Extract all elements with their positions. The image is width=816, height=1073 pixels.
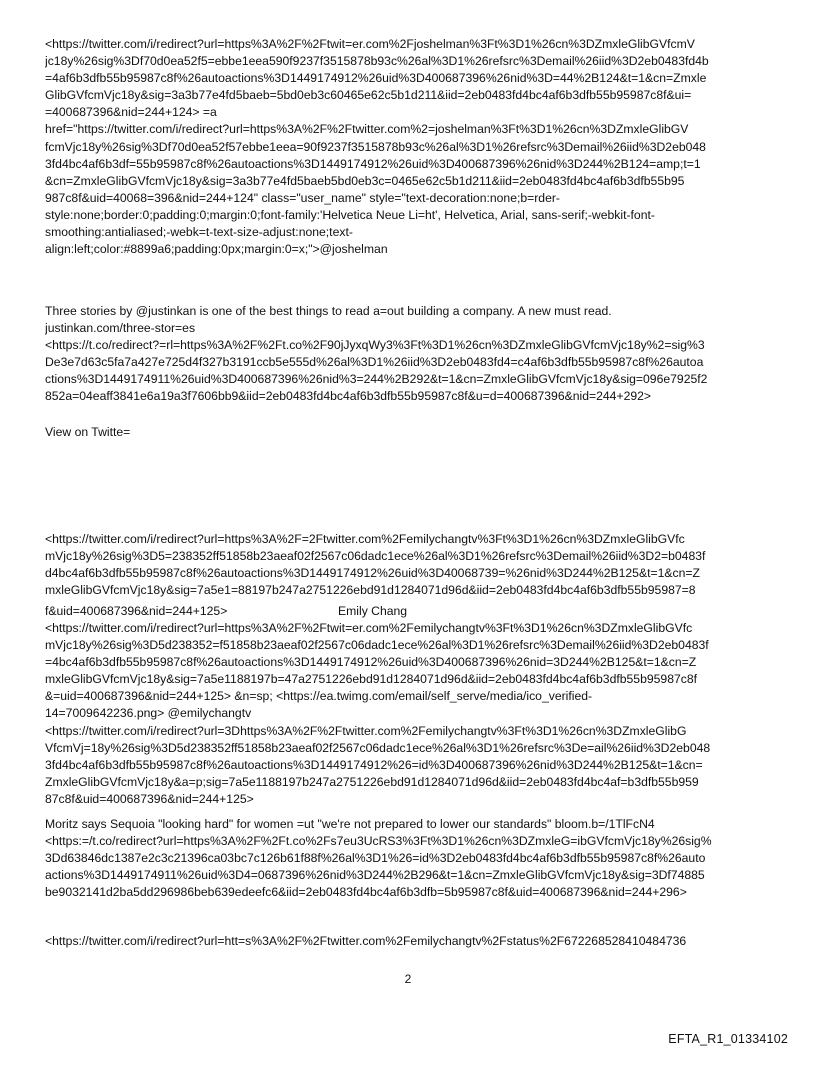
text-line: GlibGVfcmVjc18y&sig=3a3b77e4fd5baeb=5bd0eb3c60465e62c5b1d211&iid=2eb0483fd4bc4af6b3dfb55b95987c8f&ui= xyxy=(45,88,692,103)
redirect-link-joshelman xyxy=(45,36,771,258)
text-line: mVjc18y%26sig%3D5=238352ff51858b23aeaf02f2567c06dadc1ece%26al%3D1%26refsrc%3Demail%26iid%3D2=b0483f xyxy=(45,549,706,564)
text-line: mxleGlibGVfcmVjc18y&sig=7a5e1=88197b247a2751226ebd91d1284071d96d&iid=2eb0483fd4bc4af6b3dfb55b95987=8 xyxy=(45,583,696,598)
redirect-link-tail: f&uid=400687396&nid=244+125> xyxy=(45,604,228,618)
view-on-twitter-text: View on Twitte= xyxy=(45,425,131,439)
text-line: smoothing:antialiased;-webk=t-text-size-adjust:none;text- xyxy=(45,225,353,240)
redirect-link-emilychangtv xyxy=(45,531,771,599)
tweet-moritz-sequoia xyxy=(45,816,771,901)
text-line: Three stories by @justinkan is one of the best things to read a=out building a company. A new must read. xyxy=(45,304,612,318)
text-line: actions%3D1449174911%26uid%3D4=0687396%26nid%3D244%2B296&t=1&cn=ZmxleGlibGVfcmVjc18y&sig=3Df74885 xyxy=(45,868,705,883)
author-name: Emily Chang xyxy=(338,604,408,618)
emily-chang-line xyxy=(45,603,771,620)
text-line: style:none;border:0;padding:0;margin:0;font-family:'Helvetica Neue Li=ht', Helvetica, Arial, sans-serif;-webkit-font- xyxy=(45,207,655,222)
text-line: justinkan.com/three-stor=es xyxy=(45,321,196,336)
text-line: 3fd4bc4af6b3df=55b95987c8f%26autoactions%3D1449174912%26uid%3D400687396%26nid%3D244%2B124=amp;t=1 xyxy=(45,156,701,171)
tweet-three-stories xyxy=(45,303,771,406)
redirect-link-status xyxy=(45,933,771,950)
text-line: align:left;color:#8899a6;padding:0px;margin:0=x;">@joshelman xyxy=(45,242,388,257)
text-line: <https://twitter.com/i/redirect?url=https%3A%2F%2Ftwit=er.com%2Fjoshelman%3Ft%3D1%26cn%3DZmxleGlibGVfcmV xyxy=(45,37,695,51)
text-line: &=uid=400687396&nid=244+125> &n=sp; <https://ea.twimg.com/email/self_serve/media/ico_verified- xyxy=(45,689,593,704)
text-line: =4bc4af6b3dfb55b95987c8f%26autoactions%3D1449174912%26uid%3D400687396%26nid=3D244%2B125&t=1&cn=Z xyxy=(45,655,697,670)
text-line: mVjc18y%26sig%3D5d238352=f51858b23aeaf02f2567c06dadc1ece%26al%3D1%26refsrc%3Demail%26iid%3D2eb0483f xyxy=(45,638,709,653)
text-line: ctions%3D1449174911%26uid%3D400687396%26nid%3=244%2B292&t=1&cn=ZmxleGlibGVfcmVjc18y&sig=096e7925f2 xyxy=(45,372,708,387)
text-line: <https://twitter.com/i/redirect?url=https%3A%2F%2Ftwit=er.com%2Femilychangtv%3Ft%3D1%26cn%3DZmxleGlibGVfc xyxy=(45,621,693,635)
page-number: 2 xyxy=(404,972,412,986)
text-line: =4af6b3dfb55b95987c8f%26autoactions%3D1449174912%26uid%3D400687396%26nid%3D=44%2B124&t=1&cn=Zmxle xyxy=(45,71,707,86)
text-line: VfcmVj=18y%26sig%3D5d238352ff51858b23aeaf02f2567c06dadc1ece%26al%3D1%26refsrc%3De=ail%26iid%3D2eb048 xyxy=(45,740,711,755)
bates-number: EFTA_R1_01334102 xyxy=(668,1032,788,1046)
text-line: href="https://twitter.com/i/redirect?url=https%3A%2F%2Ftwitter.com%2=joshelman%3Ft%3D1%26cn%3DZmxleGlibGV xyxy=(45,122,689,137)
text-line: <https://t.co/redirect?=rl=https%3A%2F%2Ft.co%2F90jJyxqWy3%3Ft%3D1%26cn%3DZmxleGlibGVfcmVjc18y%2=sig%3 xyxy=(45,338,705,353)
text-line: fcmVjc18y%26sig%3Df70d0ea52f57ebbe1eea=90f9237f3515878b93c%26al%3D1%26refsrc%3Demail%26iid%3D2eb048 xyxy=(45,139,706,154)
text-line: mxleGlibGVfcmVjc18y&sig=7a5e1188197b=47a2751226ebd91d1284071d96d&iid=2eb0483fd4bc4af6b3dfb55b95987c8f xyxy=(45,672,698,687)
text-line: 987c8f&uid=40068=396&nid=244+124" class="user_name" style="text-decoration:none;b=rder- xyxy=(45,190,560,205)
text-line: =400687396&nid=244+124> =a xyxy=(45,105,217,120)
text-line: <https:=/t.co/redirect?url=https%3A%2F%2Ft.co%2Fs7eu3UcRS3%3Ft%3D1%26cn%3DZmxleG=ibGVfcmVjc18y%26sig% xyxy=(45,834,712,849)
text-line: &cn=ZmxleGlibGVfcmVjc18y&sig=3a3b77e4fd5baeb5bd0eb3c=0465e62c5b1d211&iid=2eb0483fd4bc4af6b3dfb55b95 xyxy=(45,173,685,188)
text-line: <https://twitter.com/i/redirect?url=3Dhttps%3A%2F%2Ftwitter.com%2Femilychangtv%3Ft%3D1%26cn%3DZmxleGlibG xyxy=(45,723,687,738)
text-line: Moritz says Sequoia "looking hard" for women =ut "we're not prepared to lower our standards" bloom.b=/1TlFcN4 xyxy=(45,817,655,831)
text-line: jc18y%26sig%3Df70d0ea52f5=ebbe1eea590f9237f3515878b93c%26al%3D1%26refsrc%3Demail%26iid%3D2eb0483fd4b xyxy=(45,54,709,69)
text-line: 3fd4bc4af6b3dfb55b95987c8f%26autoactions%3D1449174912%26=id%3D400687396%26nid%3D244%2B125&t=1&cn= xyxy=(45,757,703,772)
text-line: <https://twitter.com/i/redirect?url=htt=s%3A%2F%2Ftwitter.com%2Femilychangtv%2Fstatus%2F672268528410484736 xyxy=(45,934,687,948)
text-line: ZmxleGlibGVfcmVjc18y&a=p;sig=7a5e1188197b247a2751226ebd91d1284071d96d&iid=2eb0483fd4bc4af=b3dfb55b959 xyxy=(45,774,699,789)
redirect-link-emilychangtv-handle xyxy=(45,620,771,808)
text-line: 3Dd63846dc1387e2c3c21396ca03bc7c126b61f88f%26al%3D1%26=id%3D2eb0483fd4bc4af6b3dfb55b95987c8f%26auto xyxy=(45,851,706,866)
text-line: De3e7d63c5fa7a427e725d4f327b3191ccb5e555d%26al%3D1%26iid%3D2eb0483fd4=c4af6b3dfb55b95987c8f%26autoa xyxy=(45,355,704,370)
text-line: d4bc4af6b3dfb55b95987c8f%26autoactions%3D1449174912%26uid%3D40068739=%26nid%3D244%2B125&t=1&cn=Z xyxy=(45,566,700,581)
text-line: 14=7009642236.png> @emilychangtv xyxy=(45,706,252,721)
text-line: <https://twitter.com/i/redirect?url=https%3A%2F=2Ftwitter.com%2Femilychangtv%3Ft%3D1%26cn%3DZmxleGlibGVfc xyxy=(45,532,685,546)
text-line: 87c8f&uid=400687396&nid=244+125> xyxy=(45,791,254,806)
text-line: be9032141d2ba5dd296986beb639edeefc6&iid=2eb0483fd4bc4af6b3dfb=5b95987c8f&uid=400687396&nid=244+296> xyxy=(45,885,687,900)
text-line: 852a=04eaff3841e6a19a3f7606bb9&iid=2eb0483fd4bc4af6b3dfb55b95987c8f&u=d=400687396&nid=244+292> xyxy=(45,389,652,404)
